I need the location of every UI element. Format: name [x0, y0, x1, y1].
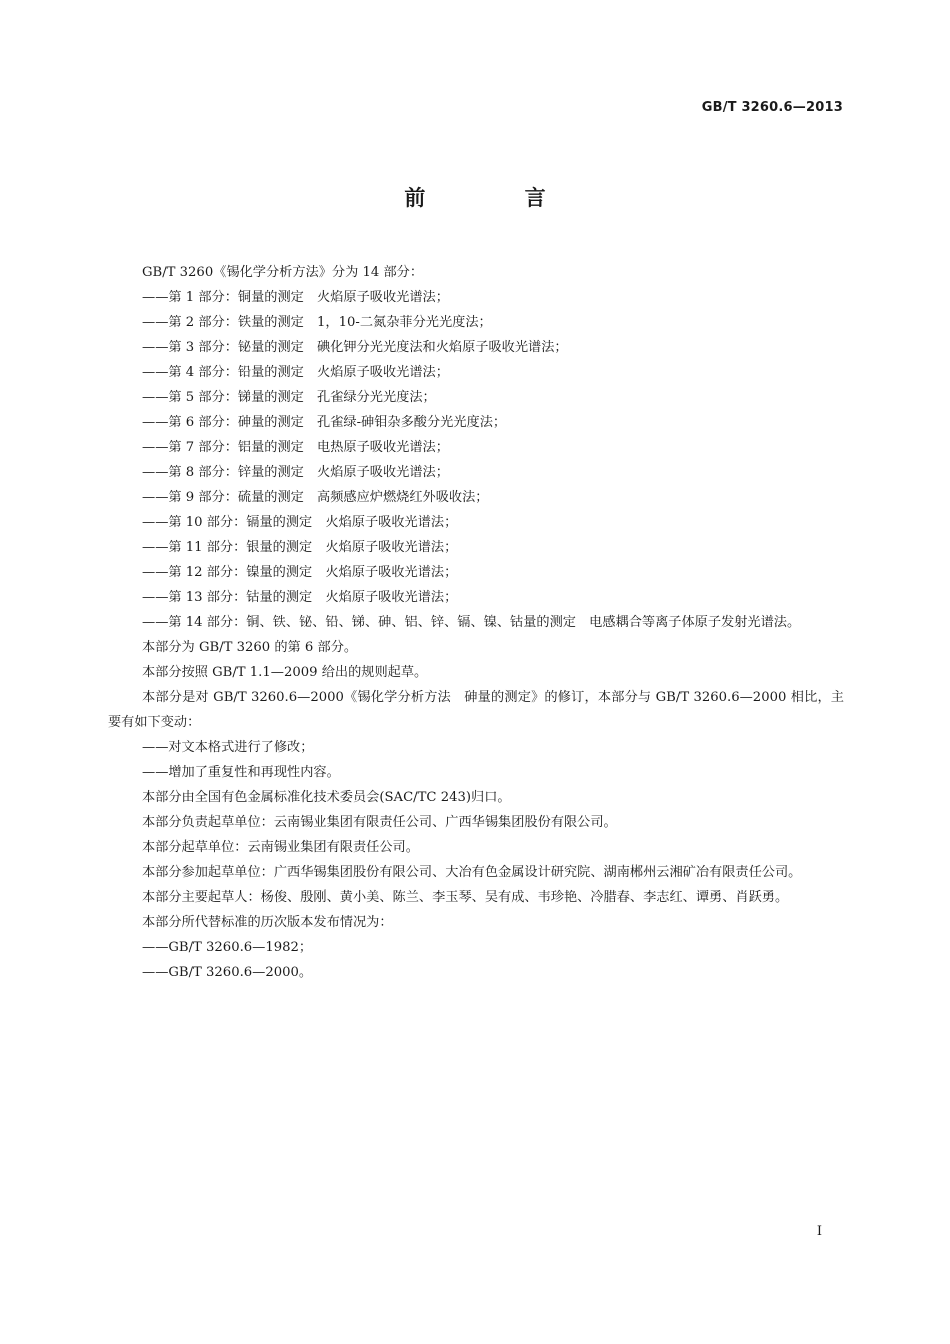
list-item: ——GB/T 3260.6—2000。	[142, 965, 313, 980]
list-item: ——对文本格式进行了修改；	[142, 740, 314, 755]
paragraph-drafting-unit: 本部分起草单位：云南锡业集团有限责任公司。	[142, 840, 419, 855]
list-item: ——第 4 部分：铅量的测定 火焰原子吸收光谱法；	[142, 365, 449, 380]
paragraph-revision: 本部分是对 GB/T 3260.6—2000《锡化学分析方法 砷量的测定》的修订，本部分与 GB/T 3260.6—2000 相比，主要有如下变动：	[108, 690, 844, 730]
list-item: ——第 14 部分：铜、铁、铋、铅、锑、砷、铝、锌、镉、镍、钴量的测定 电感耦合等离子体原子发射光谱法。	[142, 615, 801, 630]
list-item: ——第 5 部分：锑量的测定 孔雀绿分光光度法；	[142, 390, 436, 405]
list-item: ——第 1 部分：铜量的测定 火焰原子吸收光谱法；	[142, 290, 449, 305]
list-item: ——第 6 部分：砷量的测定 孔雀绿-砷钼杂多酸分光光度法；	[142, 415, 507, 430]
paragraph-history-intro: 本部分所代替标准的历次版本发布情况为：	[142, 915, 393, 930]
list-item: ——增加了重复性和再现性内容。	[142, 765, 340, 780]
list-item: ——第 12 部分：镍量的测定 火焰原子吸收光谱法；	[142, 565, 458, 580]
list-item: ——第 13 部分：钴量的测定 火焰原子吸收光谱法；	[142, 590, 458, 605]
paragraph-part-number: 本部分为 GB/T 3260 的第 6 部分。	[142, 640, 358, 655]
document-body	[108, 260, 844, 985]
list-item: ——第 2 部分：铁量的测定 1，10-二氮杂菲分光光度法；	[142, 315, 492, 330]
list-item: ——第 9 部分：硫量的测定 高频感应炉燃烧红外吸收法；	[142, 490, 489, 505]
list-item: ——第 8 部分：锌量的测定 火焰原子吸收光谱法；	[142, 465, 449, 480]
paragraph-participating-units: 本部分参加起草单位：广西华锡集团股份有限公司、大冶有色金属设计研究院、湖南郴州云湘矿冶有限责任公司。	[142, 865, 802, 880]
list-item: ——第 10 部分：镉量的测定 火焰原子吸收光谱法；	[142, 515, 458, 530]
list-item: ——第 7 部分：铝量的测定 电热原子吸收光谱法；	[142, 440, 449, 455]
history-list	[108, 935, 844, 985]
list-item: ——第 11 部分：银量的测定 火焰原子吸收光谱法；	[142, 540, 458, 555]
standard-code: GB/T 3260.6—2013	[701, 100, 843, 115]
parts-list	[108, 285, 844, 635]
intro-paragraph: GB/T 3260《锡化学分析方法》分为 14 部分：	[142, 265, 424, 280]
list-item: ——第 3 部分：铋量的测定 碘化钾分光光度法和火焰原子吸收光谱法；	[142, 340, 568, 355]
paragraph-drafters: 本部分主要起草人：杨俊、殷刚、黄小美、陈兰、李玉琴、吴有成、韦珍艳、冷腊春、李志红、谭勇、肖跃勇。	[142, 890, 789, 905]
changes-list	[108, 735, 844, 785]
page-title: 前 言	[404, 186, 592, 210]
paragraph-drafting-rules: 本部分按照 GB/T 1.1—2009 给出的规则起草。	[142, 665, 428, 680]
page-number: I	[816, 1224, 822, 1239]
list-item: ——GB/T 3260.6—1982；	[142, 940, 313, 955]
paragraph-responsible-units: 本部分负责起草单位：云南锡业集团有限责任公司、广西华锡集团股份有限公司。	[142, 815, 617, 830]
paragraph-committee: 本部分由全国有色金属标准化技术委员会(SAC/TC 243)归口。	[142, 790, 511, 805]
